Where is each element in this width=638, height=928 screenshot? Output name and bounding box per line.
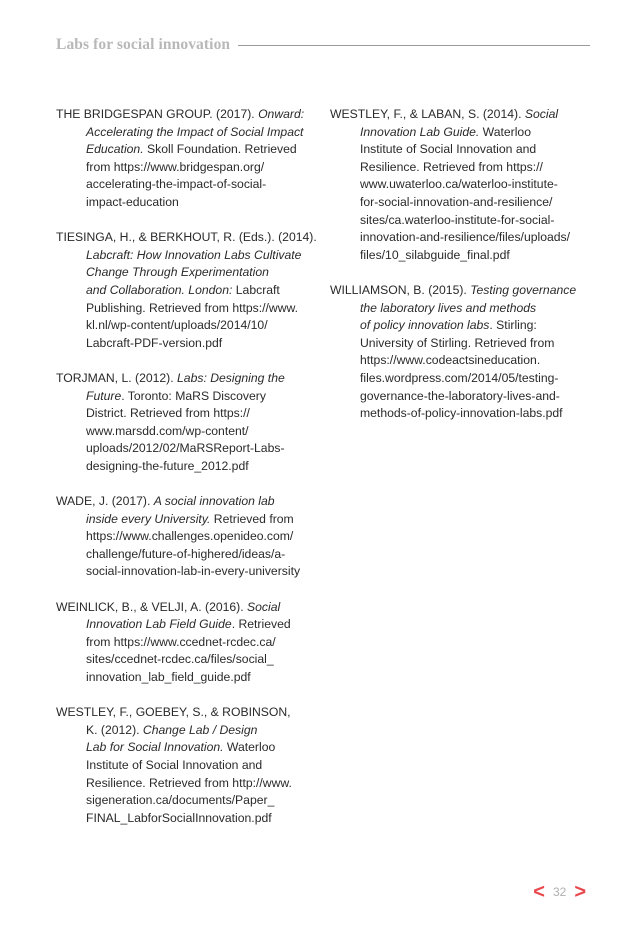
reference-text: WILLIAMSON, B. (2015). <box>330 282 471 297</box>
references-column-left <box>56 106 317 845</box>
reference-line <box>330 335 592 353</box>
reference-text: Resilience. Retrieved from https:// <box>360 159 543 174</box>
reference-text: sites/ccednet-rcdec.ca/files/social_ <box>86 652 274 667</box>
reference-title-text: Labcraft: How Innovation Labs Cultivate <box>86 247 302 262</box>
reference-line <box>330 388 592 406</box>
reference-title-text: Social <box>524 107 559 121</box>
reference-text: accelerating-the-impact-of-social- <box>86 177 267 192</box>
reference-entry <box>56 599 314 687</box>
reference-text: Resilience. Retrieved from http://www. <box>86 775 292 790</box>
reference-line <box>56 159 314 177</box>
reference-title-text: A social innovation lab <box>153 494 275 509</box>
reference-line <box>56 370 314 388</box>
reference-title-text: of policy innovation labs <box>360 318 490 333</box>
reference-text: innovation-and-resilience/files/uploads/ <box>360 230 571 245</box>
reference-entry <box>330 106 592 264</box>
reference-line <box>56 704 314 722</box>
reference-line <box>330 106 592 124</box>
reference-text: www.uwaterloo.ca/waterloo-institute- <box>360 177 558 192</box>
reference-line <box>56 300 314 318</box>
reference-line <box>56 599 314 617</box>
header-rule <box>238 45 590 46</box>
reference-line <box>330 141 592 159</box>
reference-text: Publishing. Retrieved from https://www. <box>86 300 299 315</box>
reference-text: https://www.challenges.openideo.com/ <box>86 529 294 544</box>
reference-text: methods-of-policy-innovation-labs.pdf <box>360 406 563 421</box>
reference-line <box>56 634 314 652</box>
references-column-right <box>330 106 592 440</box>
reference-line <box>56 106 314 124</box>
reference-text: for-social-innovation-and-resilience/ <box>360 194 553 209</box>
reference-line <box>330 124 592 142</box>
reference-text: Labcraft-PDF-version.pdf <box>86 335 223 350</box>
reference-line <box>330 229 592 247</box>
reference-line <box>56 124 314 142</box>
reference-text: impact-education <box>86 194 179 209</box>
reference-line <box>56 616 314 634</box>
reference-text: WEINLICK, B., & VELJI, A. (2016). <box>56 599 248 614</box>
reference-line <box>330 194 592 212</box>
reference-line <box>56 563 314 581</box>
reference-text: K. (2012). <box>86 722 143 737</box>
reference-line <box>56 458 314 476</box>
reference-entry <box>56 493 314 581</box>
reference-title-text: Future <box>86 388 122 403</box>
reference-line <box>330 352 592 370</box>
reference-line <box>56 651 314 669</box>
reference-text: . Stirling: <box>489 318 537 333</box>
reference-title-text: Innovation Lab Guide. <box>360 124 480 139</box>
reference-text: Retrieved from <box>210 511 294 526</box>
reference-title-text: Onward: <box>258 107 305 121</box>
reference-title-text: inside every University. <box>86 511 211 526</box>
reference-text: Institute of Social Innovation and <box>86 757 263 772</box>
reference-line <box>56 528 314 546</box>
reference-line <box>56 247 314 265</box>
reference-title-text: Accelerating the Impact of Social Impact <box>86 124 304 139</box>
reference-title-text: Lab for Social Innovation. <box>86 740 224 755</box>
reference-line <box>56 775 314 793</box>
reference-line <box>56 423 314 441</box>
reference-title-text: and Collaboration. London: <box>86 282 233 297</box>
reference-entry <box>330 282 592 423</box>
reference-text: governance-the-laboratory-lives-and- <box>360 388 560 403</box>
reference-text: www.marsdd.com/wp-content/ <box>86 423 249 438</box>
reference-entry <box>56 370 314 476</box>
reference-line <box>330 405 592 423</box>
reference-text: FINAL_LabforSocialInnovation.pdf <box>86 810 272 825</box>
reference-text: from https://www.bridgespan.org/ <box>86 159 265 174</box>
next-page-arrow-icon[interactable]: > <box>574 881 586 903</box>
reference-title-text: Change Through Experimentation <box>86 265 269 280</box>
reference-title-text: Social <box>247 599 281 614</box>
reference-line <box>56 546 314 564</box>
reference-line <box>56 739 314 757</box>
reference-text: sites/ca.waterloo-institute-for-social- <box>360 212 555 227</box>
reference-line <box>56 282 314 300</box>
reference-line <box>56 264 314 282</box>
reference-text: from https://www.ccednet-rcdec.ca/ <box>86 634 276 649</box>
reference-line <box>56 176 314 194</box>
reference-text: District. Retrieved from https:// <box>86 406 250 421</box>
reference-title-text: the laboratory lives and methods <box>360 300 537 315</box>
reference-line <box>56 405 314 423</box>
reference-text: files/10_silabguide_final.pdf <box>360 247 510 262</box>
reference-line <box>56 388 314 406</box>
reference-text: WESTLEY, F., GOEBEY, S., & ROBINSON, <box>56 705 291 720</box>
reference-text: files.wordpress.com/2014/05/testing- <box>360 370 559 385</box>
reference-title-text: Change Lab / Design <box>142 722 258 737</box>
reference-text: TORJMAN, L. (2012). <box>56 370 178 385</box>
reference-line <box>56 335 314 353</box>
reference-line <box>330 300 592 318</box>
reference-entry <box>56 106 314 212</box>
reference-line <box>330 159 592 177</box>
reference-line <box>56 493 314 511</box>
reference-text: WESTLEY, F., & LABAN, S. (2014). <box>330 107 525 121</box>
reference-line <box>56 194 314 212</box>
reference-text: THE BRIDGESPAN GROUP. (2017). <box>56 107 259 121</box>
reference-text: . Retrieved <box>231 617 291 632</box>
reference-text: Labcraft <box>232 282 280 297</box>
reference-text: uploads/2012/02/MaRSReport-Labs- <box>86 441 285 456</box>
reference-text: https://www.codeactsineducation. <box>360 353 541 368</box>
reference-line <box>330 247 592 265</box>
page-footer <box>533 882 586 902</box>
reference-text: . Toronto: MaRS Discovery <box>121 388 266 403</box>
reference-line <box>56 511 314 529</box>
reference-line <box>56 317 314 335</box>
reference-line <box>330 370 592 388</box>
reference-text: Waterloo <box>479 124 531 139</box>
reference-text: social-innovation-lab-in-every-university <box>86 564 301 579</box>
reference-title-text: Labs: Designing the <box>177 370 285 385</box>
running-header <box>56 30 590 60</box>
reference-text: challenge/future-of-highered/ideas/a- <box>86 546 286 561</box>
reference-text: kl.nl/wp-content/uploads/2014/10/ <box>86 318 268 333</box>
reference-line <box>56 440 314 458</box>
reference-line <box>330 282 592 300</box>
reference-title-text: Education. <box>86 142 144 157</box>
reference-text: Institute of Social Innovation and <box>360 142 537 157</box>
reference-text: TIESINGA, H., & BERKHOUT, R. (Eds.). (2014). <box>56 230 317 245</box>
reference-entry <box>56 229 317 352</box>
reference-line <box>56 792 314 810</box>
reference-entry <box>56 704 314 827</box>
reference-text: Waterloo <box>223 740 276 755</box>
reference-line <box>56 141 314 159</box>
reference-line <box>56 757 314 775</box>
reference-line <box>56 722 314 740</box>
page-number: 32 <box>552 885 567 899</box>
reference-text: sigeneration.ca/documents/Paper_ <box>86 793 275 808</box>
reference-text: University of Stirling. Retrieved from <box>360 335 555 350</box>
reference-line <box>330 317 592 335</box>
reference-line <box>56 229 317 247</box>
reference-line <box>56 810 314 828</box>
header-title: Labs for social innovation <box>56 36 231 53</box>
reference-title-text: Innovation Lab Field Guide <box>86 617 232 632</box>
reference-text: Skoll Foundation. Retrieved <box>143 142 297 157</box>
reference-line <box>56 669 314 687</box>
previous-page-arrow-icon[interactable]: < <box>533 881 545 903</box>
reference-line <box>330 212 592 230</box>
reference-line <box>330 176 592 194</box>
reference-text: designing-the-future_2012.pdf <box>86 458 249 473</box>
reference-title-text: Testing governance <box>470 282 577 297</box>
reference-text: innovation_lab_field_guide.pdf <box>86 670 251 684</box>
reference-text: WADE, J. (2017). <box>56 494 154 509</box>
